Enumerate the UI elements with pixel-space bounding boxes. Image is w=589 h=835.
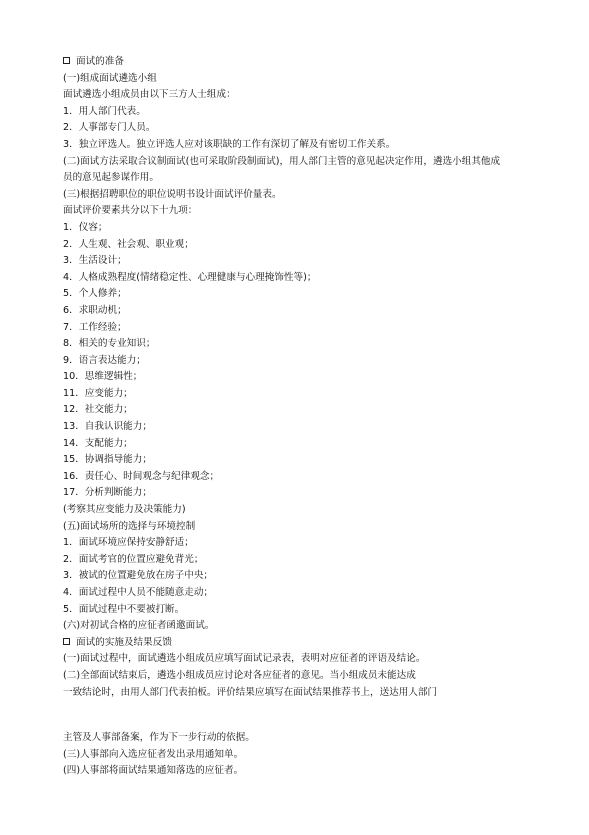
line-text: 1．用人部门代表。 [63,105,146,117]
text-line [63,270,563,287]
document-body-bottom [63,730,563,780]
text-line [63,419,563,436]
text-line [63,568,563,585]
line-text: 面试的实施及结果反馈 [76,636,172,648]
section-heading [63,54,563,71]
line-text: 1．面试环境应保持安静舒适； [63,537,194,549]
line-text: 主管及人事部备案，作为下一步行动的依据。 [63,732,255,743]
text-line [63,154,563,171]
line-text: (一)面试过程中，面试遴选小组成员应填写面试记录表，表明对应征者的评语及结论。 [63,653,426,665]
text-line [63,469,563,486]
line-text: 面试的准备 [76,56,124,67]
text-line [63,763,563,780]
line-text: 5．面试过程中不要被打断。 [63,603,185,615]
text-line [63,402,563,419]
line-text: 15．协调指导能力； [63,454,152,466]
line-text: (三)人事部向入选应征者发出录用通知单。 [63,748,244,760]
text-line [63,104,563,121]
line-text: 面试评价要素共分以下十九项： [63,205,198,217]
line-text: 4．人格成熟程度(情绪稳定性、心理健康与心理掩饰性等)； [63,271,317,283]
text-line [63,618,563,635]
text-line [63,585,563,602]
text-line [63,386,563,403]
line-text: 11．应变能力； [63,387,133,399]
line-text: 14．支配能力； [63,437,133,449]
line-text: 1．仪容； [63,221,108,233]
document-body-top [63,54,563,701]
line-text: 员的意见起参谋作用。 [63,172,159,184]
line-text: (二)全部面试结束后，遴选小组成员应讨论对各应征者的意见。当小组成员未能达成 [63,669,416,681]
text-line [63,87,563,104]
line-text: 2．人事部专门人员。 [63,122,156,134]
text-line [63,336,563,353]
line-text: (四)人事部将面试结果通知落选的应征者。 [63,765,244,777]
line-text: 5．个人修养； [63,288,127,300]
line-text: 3．独立评选人。独立评选人应对该职缺的工作有深切了解及有密切工作关系。 [63,138,396,150]
text-line [63,535,563,552]
text-line [63,187,563,204]
line-text: 8．相关的专业知识； [63,338,156,350]
line-text: (六)对初试合格的应征者函邀面试。 [63,620,215,632]
line-text: 9．语言表达能力； [63,354,146,366]
text-line [63,668,563,685]
line-text: (二)面试方法采取合议制面试(也可采取阶段制面试)，用人部门主管的意见起决定作用，遴选小组其他成 [63,155,501,167]
text-line [63,286,563,303]
text-line [63,369,563,386]
line-text: 13．自我认识能力； [63,421,152,433]
line-text: 7．工作经验； [63,321,127,333]
text-line [63,120,563,137]
text-line [63,552,563,569]
line-text: 17．分析判断能力； [63,487,152,499]
text-line [63,452,563,469]
line-text: (一)组成面试遴选小组 [63,72,157,84]
line-text: 2．面试考官的位置应避免背光； [63,553,204,565]
line-text: 10．思维逻辑性； [63,371,143,383]
line-text: 12．社交能力； [63,404,133,416]
text-line [63,71,563,88]
text-line [63,747,563,764]
text-line [63,730,563,747]
text-line [63,602,563,619]
text-line [63,237,563,254]
square-bullet-icon [63,57,70,64]
text-line [63,320,563,337]
text-line [63,303,563,320]
text-line [63,170,563,187]
text-line [63,485,563,502]
text-line [63,436,563,453]
text-line [63,685,563,702]
square-bullet-icon [63,638,70,645]
text-line [63,519,563,536]
text-line [63,651,563,668]
line-text: 面试遴选小组成员由以下三方人士组成： [63,89,236,101]
line-text: 2．人生观、社会观、职业观； [63,238,194,250]
text-line [63,253,563,270]
line-text: (五)面试场所的选择与环境控制 [63,520,196,532]
section-heading [63,635,563,652]
line-text: 16．责任心、时间观念与纪律观念； [63,470,220,482]
line-text: (三)根据招聘职位的职位说明书设计面试评价量表。 [63,188,282,200]
line-text: (考察其应变能力及决策能力) [63,504,186,516]
line-text: 6．求职动机； [63,304,127,316]
line-text: 一致结论时，由用人部门代表拍板。评价结果应填写在面试结果推荐书上，送达用人部门 [63,686,438,698]
text-line [63,203,563,220]
line-text: 3．生活设计； [63,255,127,267]
line-text: 3．被试的位置避免放在房子中央； [63,570,214,582]
line-text: 4．面试过程中人员不能随意走动； [63,587,214,598]
text-line [63,137,563,154]
text-line [63,353,563,370]
text-line [63,502,563,519]
text-line [63,220,563,237]
